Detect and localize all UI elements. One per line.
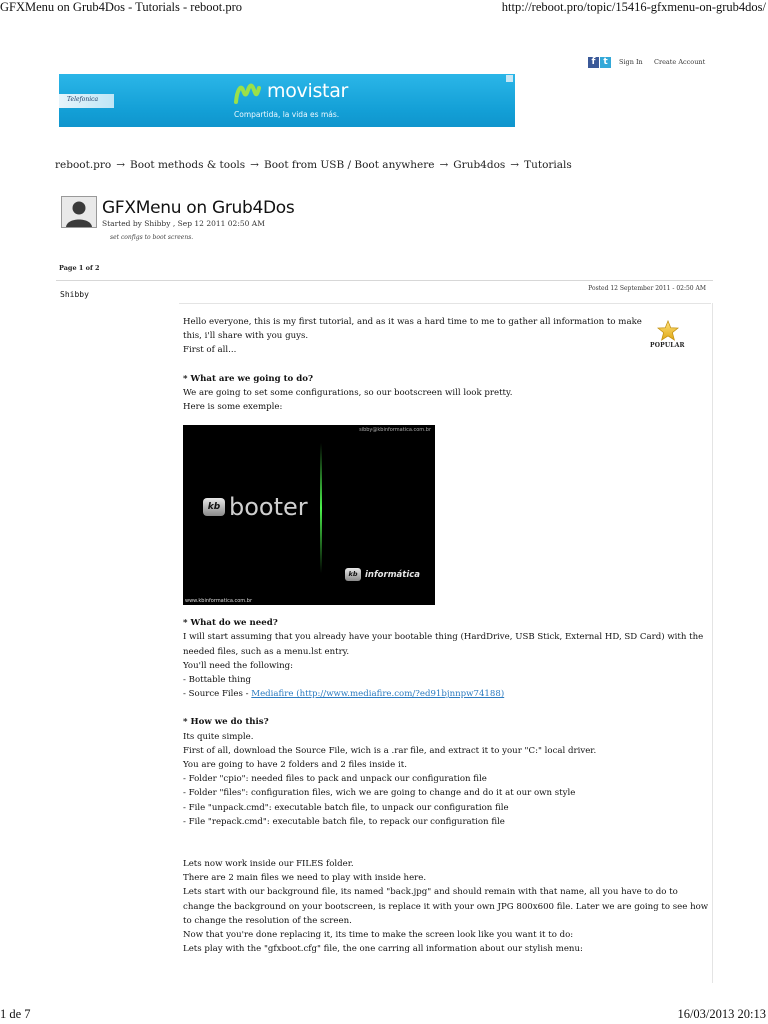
print-header-title: GFXMenu on Grub4Dos - Tutorials - reboot.pro <box>0 0 243 14</box>
breadcrumb-item-tutorials[interactable]: Tutorials <box>524 159 572 171</box>
bootscreen-example-image[interactable] <box>183 425 435 605</box>
informatica-text: informática <box>365 570 421 580</box>
post-line: - File "repack.cmd": executable batch file, to repack our configuration file <box>183 816 505 827</box>
avatar[interactable] <box>61 196 97 228</box>
topic-description: set configs to boot screens. <box>110 234 194 241</box>
section-heading-what: * What are we going to do? <box>183 373 314 384</box>
breadcrumb-arrow-icon: → <box>116 159 126 171</box>
image-email-text: sibby@kbinformatica.com.br <box>359 427 431 433</box>
sign-in-link[interactable]: Sign In <box>619 58 643 66</box>
post-line: Lets play with the "gfxboot.cfg" file, the one carring all information about our stylish menu: <box>183 944 583 955</box>
post-line: There are 2 main files we need to play with inside here. <box>183 873 427 884</box>
post-line: First of all, download the Source File, wich is a .rar file, and extract it to your "C:" local driver. <box>183 745 597 756</box>
post-border-top <box>179 303 711 304</box>
banner-brand: movistar <box>267 80 349 102</box>
post-line: needed files, such as a menu.lst entry. <box>183 646 350 657</box>
pagination-label: Page 1 of 2 <box>59 264 100 272</box>
post-line: Here is some exemple: <box>183 402 283 413</box>
twitter-icon[interactable]: t <box>600 57 611 68</box>
breadcrumb-item-grub4dos[interactable]: Grub4dos <box>453 159 506 171</box>
section-heading-need: * What do we need? <box>183 618 278 629</box>
green-light-line <box>320 443 322 573</box>
user-silhouette-icon <box>62 197 96 227</box>
print-page-count: 1 de 7 <box>0 1007 31 1021</box>
breadcrumb-item-boot-usb[interactable]: Boot from USB / Boot anywhere <box>263 159 435 171</box>
print-timestamp: 16/03/2013 20:13 <box>677 1007 766 1021</box>
create-account-link[interactable]: Create Account <box>654 58 706 66</box>
section-heading-how: * How we do this? <box>183 717 269 728</box>
post-line: - Folder "cpio": needed files to pack and unpack our configuration file <box>183 774 487 785</box>
post-line: Hello everyone, this is my first tutorial, and as it was a hard time to me to gather all information to make <box>183 317 642 327</box>
post-line: I will start assuming that you already have your bootable thing (HardDrive, USB Stick, External HD, SD Card) with the <box>183 632 704 643</box>
breadcrumb-arrow-icon: → <box>439 159 449 171</box>
post-body <box>183 315 709 956</box>
mediafire-link[interactable]: Mediafire (http://www.mediafire.com/?ed91bjnnpw74188) <box>251 689 505 700</box>
breadcrumb-item-home[interactable]: reboot.pro <box>55 159 112 171</box>
post-border-right <box>712 303 713 983</box>
post-line: Lets start with our background file, its named "back.jpg" and should remain with that name, all you have to do to <box>183 887 678 898</box>
post-author[interactable]: Shibby <box>60 290 89 299</box>
ad-banner[interactable] <box>59 74 515 127</box>
breadcrumb-item-boot-methods[interactable]: Boot methods & tools <box>130 159 246 171</box>
post-line: You are going to have 2 folders and 2 files inside it. <box>183 760 407 771</box>
facebook-icon[interactable]: f <box>588 57 599 68</box>
topic-meta: Started by Shibby , Sep 12 2011 02:50 AM <box>102 219 265 228</box>
breadcrumb-arrow-icon: → <box>510 159 520 171</box>
movistar-m-icon <box>233 82 263 104</box>
operator-label: Telefonica <box>67 96 99 103</box>
breadcrumb-arrow-icon: → <box>250 159 259 171</box>
post-line: Lets now work inside our FILES folder. <box>183 859 354 870</box>
print-header-url: http://reboot.pro/topic/15416-gfxmenu-on-grub4dos/ <box>501 0 766 14</box>
post-line: to change the resolution of the screen. <box>183 915 352 926</box>
adchoices-icon[interactable] <box>506 75 513 82</box>
post-line: Now that you're done replacing it, its time to make the screen look like you want it to do: <box>183 930 574 941</box>
post-line: this, i'll share with you guys. <box>183 331 309 342</box>
kb-logo-icon: kb <box>203 498 225 516</box>
post-divider <box>56 280 713 281</box>
social-icons <box>588 57 611 68</box>
image-url-text: www.kbinformatica.com.br <box>185 598 252 604</box>
source-files-label: - Source Files - <box>183 689 252 700</box>
post-line: - Bottable thing <box>183 675 251 686</box>
popular-badge: POPULAR <box>650 342 685 349</box>
post-line: We are going to set some configurations, so our bootscreen will look pretty. <box>183 387 513 398</box>
post-line: - Folder "files": configuration files, wich we are going to change and do it at our own style <box>183 788 576 799</box>
breadcrumb <box>55 159 572 171</box>
post-date: Posted 12 September 2011 - 02:50 AM <box>588 285 706 292</box>
banner-tagline: Compartida, la vida es más. <box>234 110 340 119</box>
page-title: GFXMenu on Grub4Dos <box>102 198 295 218</box>
post-line: change the background on your bootscreen, is replace it with your own JPG 800x600 file. Later we are going to see how <box>183 901 709 912</box>
booter-logo-text: booter <box>229 493 308 521</box>
post-line: You'll need the following: <box>183 660 294 671</box>
post-line: - File "unpack.cmd": executable batch file, to unpack our configuration file <box>183 802 509 813</box>
kb-small-logo-icon: kb <box>345 568 361 581</box>
post-line: Its quite simple. <box>183 731 254 742</box>
post-line: First of all... <box>183 345 237 356</box>
